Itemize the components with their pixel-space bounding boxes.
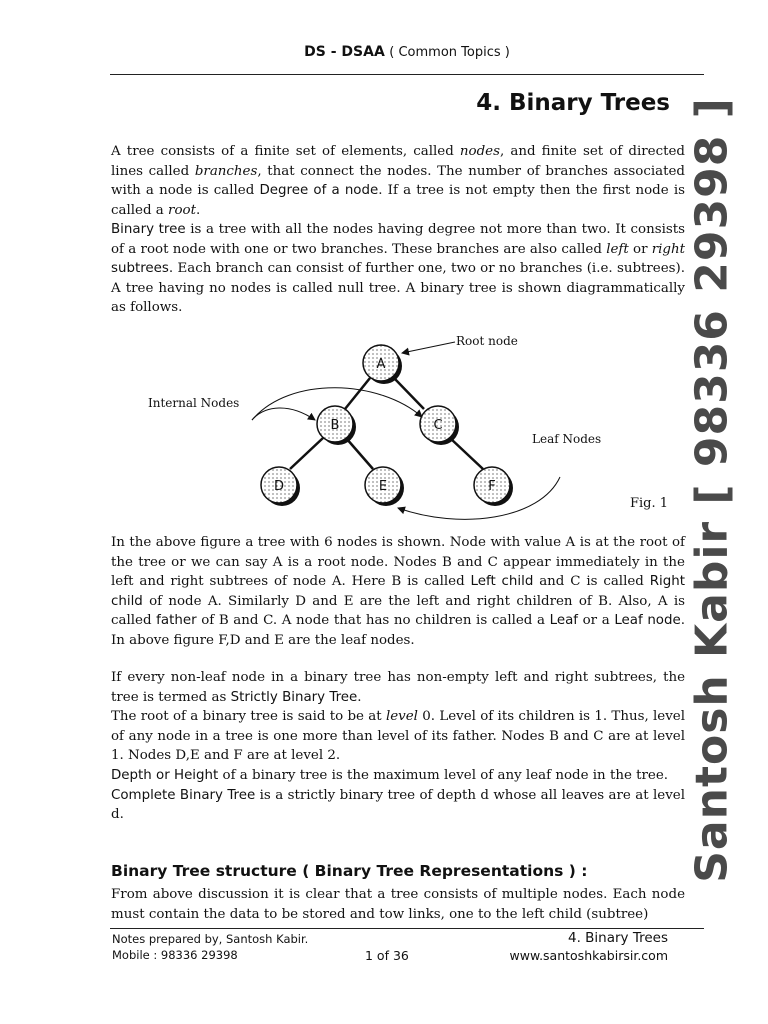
footer-chapter: 4. Binary Trees (567, 930, 668, 946)
footer-page-number: 1 of 36 (365, 948, 409, 963)
header-rule (110, 74, 704, 75)
paragraph-representation: From above discussion it is clear that a tree consists of multiple nodes. Each node must contain the data to be stored and tow links, one to the left child (subtree) (111, 887, 685, 922)
leaf-nodes-label: Leaf Nodes (532, 432, 602, 446)
root-node-arrow (402, 342, 455, 353)
figure-label: Fig. 1 (630, 496, 669, 511)
binary-tree-diagram (140, 325, 700, 535)
node-label-a: A (376, 357, 386, 372)
footer-rule (110, 928, 704, 929)
node-label-c: C (433, 418, 443, 433)
node-label-f: F (488, 479, 496, 494)
internal-nodes-label: Internal Nodes (148, 396, 240, 410)
header-subtitle: ( Common Topics ) (389, 45, 510, 60)
paragraph-figure-explanation: In the above figure a tree with 6 nodes is shown. Node with value A is at the root of the tree or we can say A is a root node. Nodes B and C appear immediately in the left and right subtrees of node A. Here B is called Left child and C is called Right child of node A. Similarly D and E are the left and right children of B. Also, A is called father of B and C. A node that has no children is called a Leaf or a Leaf node. In above figure F,D and E are the leaf nodes. (111, 535, 685, 648)
node-label-e: E (378, 479, 388, 494)
side-watermark (680, 97, 744, 883)
paragraph-tree-terms: If every non-leaf node in a binary tree has non-empty left and right subtrees, the tree is termed as Strictly Binary Tree. The root of a binary tree is said to be at level 0. Level of its children is 1. Thus, level of any node in a tree is one more than level of its father. Nodes B and C are at level 1. Nodes D,E and F are at level 2. Depth or Height of a binary tree is the maximum level of any leaf node in the tree. Complete Binary Tree is a strictly binary tree of depth d whose all leaves are at level d. (111, 670, 686, 823)
footer-mobile: Mobile : 98336 29398 (112, 948, 238, 962)
page-header (110, 44, 704, 60)
internal-arrow-b (252, 408, 315, 420)
paragraph-binary-tree: Binary tree is a tree with all the nodes having degree not more than two. It consists of a root node with one or two branches. These branches are also called left or right subtrees. Each branch can consist of further one, two or no branches (i.e. subtrees). A tree having no nodes is called null tree. A binary tree is shown diagrammatically as follows. (111, 222, 686, 316)
root-node-label: Root node (456, 334, 518, 348)
footer-website: www.santoshkabirsir.com (509, 948, 668, 963)
node-label-d: D (273, 479, 285, 494)
paragraph-tree-definition: A tree consists of a finite set of elements, called nodes, and finite set of directed lines called branches, that connect the nodes. The number of branches associated with a node is called Degree of a node. If a tree is not empty then the first node is called a root. (111, 144, 685, 218)
header-course: DS - DSAA (304, 44, 385, 60)
section-heading: Binary Tree structure ( Binary Tree Representations ) : (111, 862, 588, 880)
chapter-title: 4. Binary Trees (476, 90, 670, 116)
footer-notes: Notes prepared by, Santosh Kabir. (112, 932, 309, 946)
node-label-b: B (330, 418, 340, 433)
side-watermark-text: Santosh Kabir [ 98336 29398 ] (686, 97, 738, 883)
